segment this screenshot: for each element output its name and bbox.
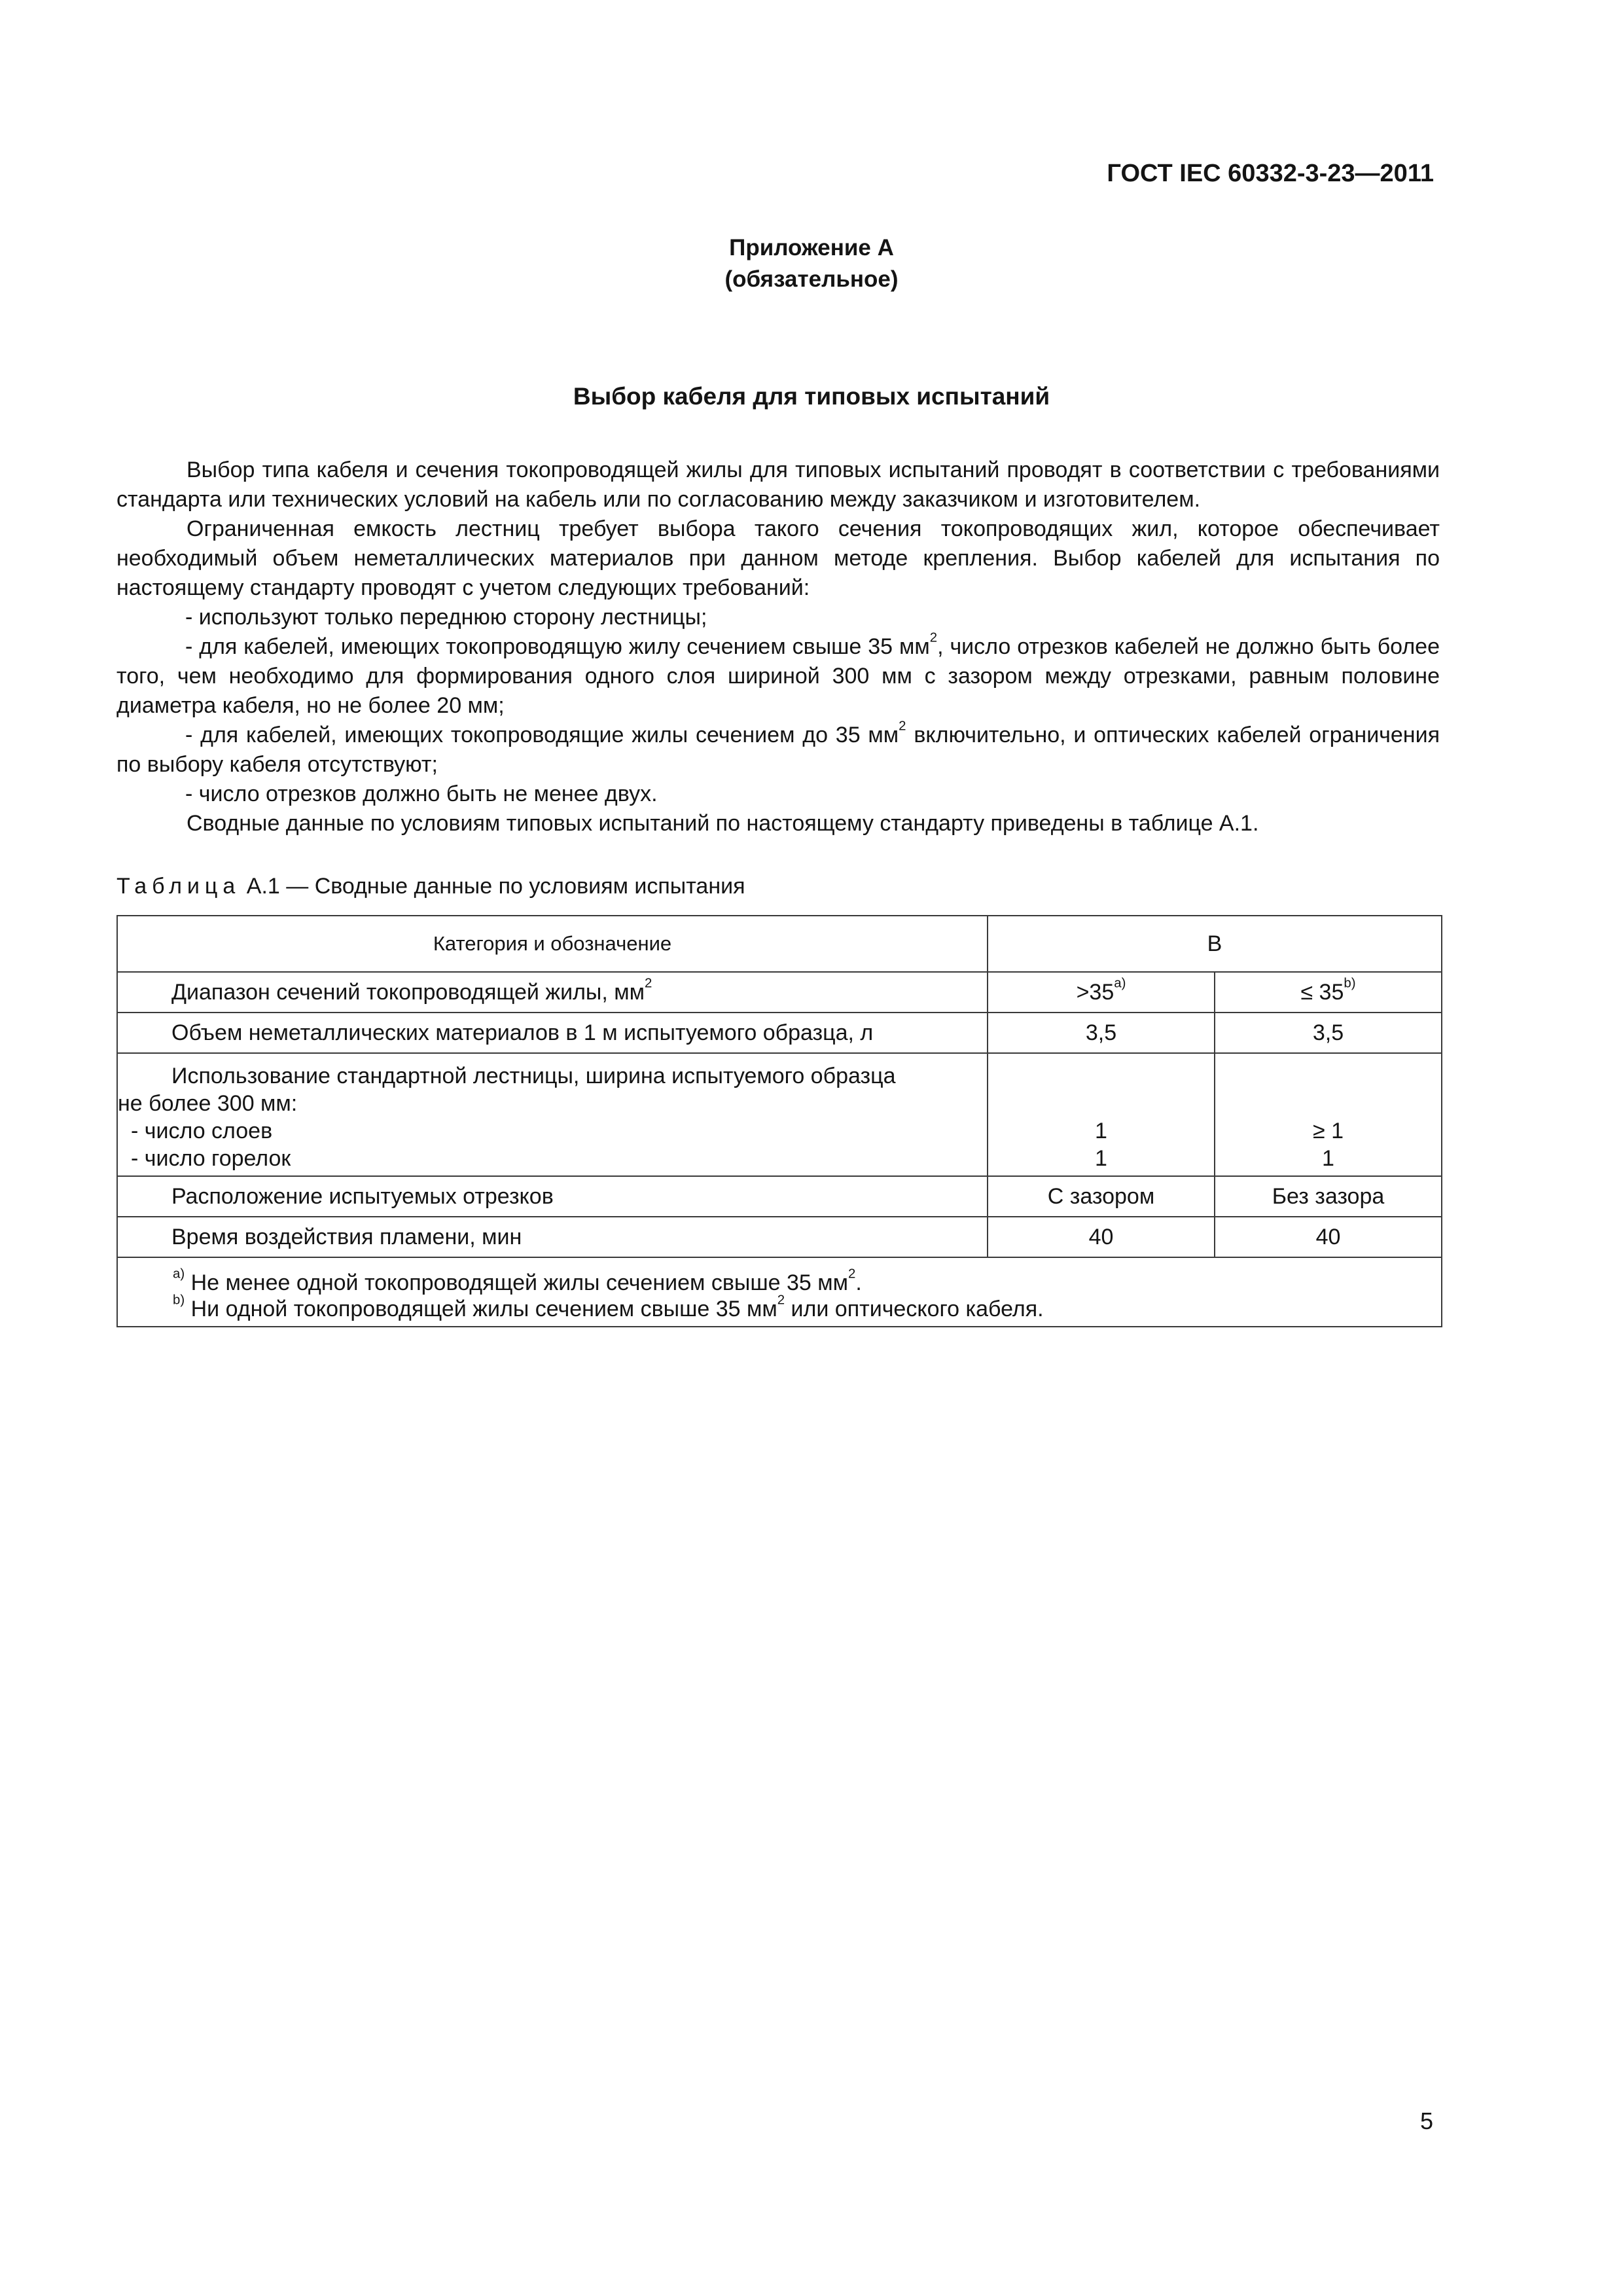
page-number: 5 [1419,2108,1433,2134]
header-category-b: B [988,916,1442,972]
note-a [173,1266,1441,1296]
row1-label-text: Диапазон сечений токопроводящей жилы, мм [171,979,645,1005]
bullet-4: - число отрезков должно быть не менее двух. [185,781,658,806]
table-header-row [117,916,1442,972]
note-b [173,1293,1441,1322]
row4-label: Расположение испытуемых отрезков [117,1176,988,1217]
paragraph-3: Сводные данные по условиям типовых испытаний по настоящему стандарту приведены в таблице А.1. [187,811,1259,836]
note-a-mark: a) [173,1266,185,1282]
bullet-2-sup: 2 [929,630,938,645]
row3-label-line2: не более 300 мм: [118,1091,298,1116]
bullet-1: - используют только переднюю сторону лестницы; [185,605,707,630]
row3-value-2 [1215,1053,1442,1176]
row5-label: Время воздействия пламени, мин [117,1217,988,1257]
row3-label-line4: - число горелок [131,1146,291,1171]
row-label [117,972,988,1013]
bullet-2 [116,632,1440,721]
row3-v2-burners: 1 [1322,1146,1334,1171]
note-b-end: или оптического кабеля. [785,1297,1044,1321]
table-notes [117,1257,1442,1327]
table-row [117,1217,1442,1257]
table-caption-text: А.1 — Сводные данные по условиям испытания [246,874,745,899]
bullet-3-text: - для кабелей, имеющих токопроводящие жилы сечением до 35 мм [185,723,899,747]
bullet-3 [116,721,1440,780]
note-b-text: Ни одной токопроводящей жилы сечением свыше 35 мм [190,1297,777,1321]
table-row [117,972,1442,1013]
row3-v1-burners: 1 [1095,1146,1107,1171]
note-b-mark: b) [173,1293,185,1308]
standard-number: ГОСТ IEC 60332-3-23—2011 [1107,160,1434,187]
table-notes-row [117,1257,1442,1327]
row1-v1-sup: a) [1114,976,1126,991]
bullet-3-rest: включительно, и оптических кабелей ограничения по выбору кабеля отсутствуют; [116,723,1440,777]
row5-value-1: 40 [988,1217,1215,1257]
appendix-label: Приложение А [729,235,894,260]
appendix-status: (обязательное) [724,266,899,292]
row1-v2-sup: b) [1344,976,1356,991]
row2-value-2: 3,5 [1215,1013,1442,1053]
bullet-2-rest: , число отрезков кабелей не должно быть более того, чем необходимо для формирования одного слоя шириной 300 мм с зазором между отрезками, равным половине диаметра кабеля, но не более 20 мм; [116,634,1440,718]
note-a-text: Не менее одной токопроводящей жилы сечением свыше 35 мм [190,1270,848,1295]
section-title: Выбор кабеля для типовых испытаний [573,383,1050,410]
note-b-sup: 2 [777,1293,785,1308]
row3-label-line3: - число слоев [131,1119,273,1143]
paragraph-2: Ограниченная емкость лестниц требует выбора такого сечения токопроводящих жил, которое обеспечивает необходимый объем неметаллических материалов при данном методе крепления. Выбор кабелей для испытания по настоящему стандарту проводят с учетом следующих требований: [116,516,1440,600]
row2-label: Объем неметаллических материалов в 1 м испытуемого образца, л [117,1013,988,1053]
note-a-sup: 2 [848,1266,856,1282]
row4-value-1: С зазором [988,1176,1215,1217]
row1-value-1 [988,972,1215,1013]
row3-label-line1: Использование стандартной лестницы, ширина испытуемого образца [171,1064,896,1088]
bullet-2-text: - для кабелей, имеющих токопроводящую жилу сечением свыше 35 мм [185,634,930,659]
table-row [117,1013,1442,1053]
row4-value-2: Без зазора [1215,1176,1442,1217]
row1-v1-text: >35 [1076,979,1115,1005]
row1-value-2 [1215,972,1442,1013]
row3-label [117,1053,988,1176]
table-caption-word: Таблица [116,874,241,899]
summary-table [116,915,1442,1327]
row3-v1-layers: 1 [1095,1119,1107,1143]
row3-v2-layers: ≥ 1 [1312,1119,1344,1143]
row3-value-1 [988,1053,1215,1176]
paragraph-1: Выбор типа кабеля и сечения токопроводящей жилы для типовых испытаний проводят в соответствии с требованиями стандарта или технических условий на кабель или по согласованию между заказчиком и изготовителем. [116,457,1440,512]
table-row [117,1176,1442,1217]
bullet-3-sup: 2 [899,719,906,734]
header-category: Категория и обозначение [117,916,988,972]
table-row [117,1053,1442,1176]
row1-label-sup: 2 [645,976,652,991]
appendix-heading [0,232,1623,295]
row1-v2-text: ≤ 35 [1300,979,1344,1005]
table-caption [116,874,745,899]
note-a-end: . [855,1270,862,1295]
row2-value-1: 3,5 [988,1013,1215,1053]
row5-value-2: 40 [1215,1217,1442,1257]
